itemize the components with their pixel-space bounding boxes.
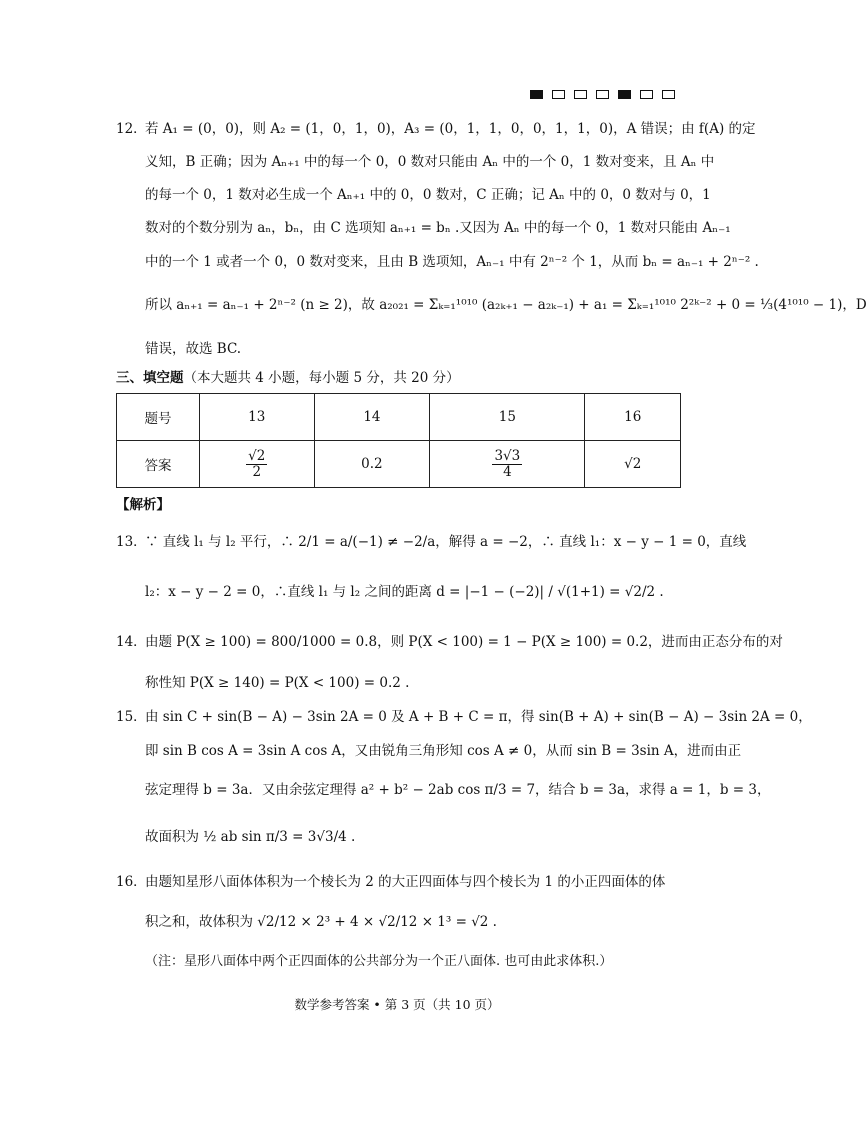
q12-line-1: 若 A₁ = (0，0)，则 A₂ = (1，0，1，0)，A₃ = (0，1，1，0，0，1，1，0)，A 错误；由 f(A) 的定 [145, 121, 756, 137]
q13-line-2: l₂：x − y − 2 = 0，∴直线 l₁ 与 l₂ 之间的距离 d = |−1 − (−2)| / √(1+1) = √2/2 . [145, 584, 664, 600]
q12-line-7: 错误，故选 BC. [145, 341, 242, 357]
table-cell: 13 [200, 394, 315, 441]
marker-square [552, 90, 565, 99]
table-answer-label: 答案 [117, 441, 200, 488]
marker-square [596, 90, 609, 99]
q15-line-4: 故面积为 ½ ab sin π/3 = 3√3/4 . [145, 829, 356, 845]
table-cell: 15 [430, 394, 585, 441]
table-row [117, 394, 681, 441]
q16-line-1: 由题知星形八面体体积为一个棱长为 2 的大正四面体与四个棱长为 1 的小正四面体的体 [145, 874, 666, 890]
answer-table [116, 393, 681, 488]
page-marker-squares [530, 90, 675, 99]
answer-13-denominator: 2 [252, 463, 262, 480]
q15-number: 15． [116, 709, 147, 725]
page-footer: 数学参考答案 • 第 3 页（共 10 页） [294, 997, 500, 1012]
marker-square [640, 90, 653, 99]
section-heading [116, 366, 460, 386]
marker-square [574, 90, 587, 99]
q13-number: 13． [116, 534, 147, 550]
answer-13-numerator: √2 [248, 448, 266, 465]
q14-line-2: 称性知 P(X ≥ 140) = P(X < 100) = 0.2 . [145, 675, 410, 691]
q12-number: 12． [116, 121, 147, 137]
section-title: 三、填空题 [116, 370, 184, 386]
answer-16: √2 [585, 441, 681, 488]
table-row [117, 441, 681, 488]
q13-line-1: ∵ 直线 l₁ 与 l₂ 平行，∴ 2/1 = a/(−1) ≠ −2/a，解得 a = −2，∴ 直线 l₁：x − y − 1 = 0，直线 [145, 534, 747, 550]
table-cell: 16 [585, 394, 681, 441]
q12-line-2: 义知，B 正确；因为 Aₙ₊₁ 中的每一个 0，0 数对只能由 Aₙ 中的一个 0，1 数对变来，且 Aₙ 中 [145, 154, 715, 170]
answer-15-denominator: 4 [503, 463, 512, 480]
q15-line-2: 即 sin B cos A = 3sin A cos A，又由锐角三角形知 cos A ≠ 0，从而 sin B = 3sin A，进而由正 [145, 743, 742, 759]
q15-line-1: 由 sin C + sin(B − A) − 3sin 2A = 0 及 A + B + C = π，得 sin(B + A) + sin(B − A) − 3sin 2A = 0， [145, 709, 812, 725]
q14-line-1: 由题 P(X ≥ 100) = 800/1000 = 0.8，则 P(X < 100) = 1 − P(X ≥ 100) = 0.2，进而由正态分布的对 [145, 634, 783, 650]
q16-number: 16． [116, 874, 147, 890]
q12-line-5: 中的一个 1 或者一个 0，0 数对变来，且由 B 选项知，Aₙ₋₁ 中有 2ⁿ⁻² 个 1，从而 bₙ = aₙ₋₁ + 2ⁿ⁻² . [145, 254, 759, 270]
section-desc: （本大题共 4 小题，每小题 5 分，共 20 分） [183, 370, 460, 386]
marker-square [662, 90, 675, 99]
q12-line-3: 的每一个 0，1 数对必生成一个 Aₙ₊₁ 中的 0，0 数对，C 正确；记 Aₙ 中的 0，0 数对与 0，1 [145, 187, 711, 203]
answer-13 [200, 441, 315, 488]
answer-14: 0.2 [314, 441, 430, 488]
q15-line-3: 弦定理得 b = 3a．又由余弦定理得 a² + b² − 2ab cos π/3 = 7，结合 b = 3a，求得 a = 1，b = 3， [145, 782, 771, 798]
q12-line-6: 所以 aₙ₊₁ = aₙ₋₁ + 2ⁿ⁻² (n ≥ 2)，故 a₂₀₂₁ = Σₖ₌₁¹⁰¹⁰ (a₂ₖ₊₁ − a₂ₖ₋₁) + a₁ = Σₖ₌₁¹⁰¹⁰ 2²ᵏ⁻² + 0 = ⅓(4¹⁰¹⁰ − 1)，D [145, 297, 867, 313]
marker-square [530, 90, 543, 99]
answer-15-numerator: 3√3 [494, 448, 521, 465]
marker-square [618, 90, 631, 99]
answer-15 [430, 441, 585, 488]
table-cell: 14 [314, 394, 430, 441]
analysis-heading: 【解析】 [116, 497, 170, 513]
q16-line-2: 积之和，故体积为 √2/12 × 2³ + 4 × √2/12 × 1³ = √2 . [145, 914, 497, 930]
q14-number: 14． [116, 634, 147, 650]
q16-note: （注：星形八面体中两个正四面体的公共部分为一个正八面体. 也可由此求体积.） [145, 954, 613, 969]
q12-line-4: 数对的个数分别为 aₙ，bₙ，由 C 选项知 aₙ₊₁ = bₙ .又因为 Aₙ 中的每一个 0，1 数对只能由 Aₙ₋₁ [145, 220, 731, 236]
table-header-label: 题号 [117, 394, 200, 441]
